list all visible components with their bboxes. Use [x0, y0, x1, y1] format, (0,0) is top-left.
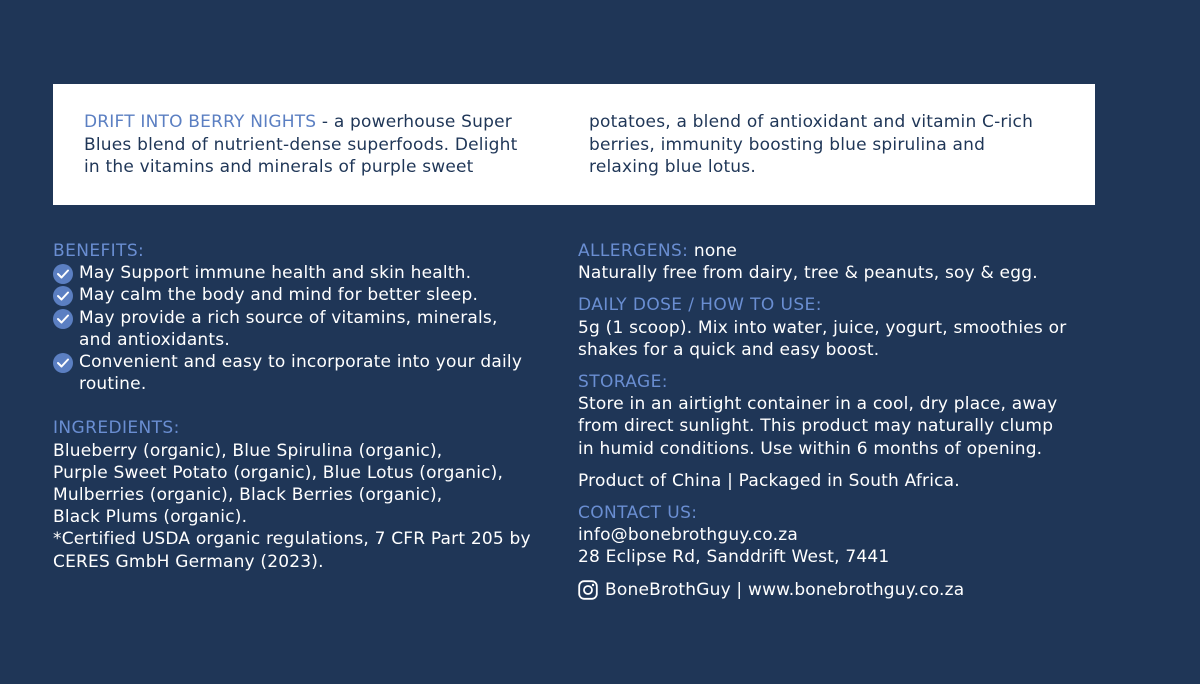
- intro-line: in the vitamins and minerals of purple sweet: [84, 157, 474, 177]
- daily-dose-text: shakes for a quick and easy boost.: [578, 339, 880, 360]
- origin-text: Product of China | Packaged in South Africa.: [578, 470, 960, 491]
- intro-text: - a powerhouse Super: [316, 112, 512, 132]
- checkmark-icon: [53, 286, 73, 306]
- checkmark-icon: [53, 264, 73, 284]
- benefit-item: [53, 351, 553, 395]
- benefit-item: [53, 284, 553, 306]
- intro-box: [53, 84, 1095, 205]
- intro-line: potatoes, a blend of antioxidant and vitamin C-rich: [589, 112, 1034, 132]
- benefit-text: May provide a rich source of vitamins, minerals,: [79, 307, 498, 328]
- allergens-line: [578, 240, 1098, 262]
- intro-tagline: DRIFT INTO BERRY NIGHTS: [84, 112, 317, 132]
- benefit-text: May calm the body and mind for better sleep.: [79, 285, 479, 306]
- intro-line: Blues blend of nutrient-dense superfoods. Delight: [84, 134, 518, 155]
- benefit-text: May Support immune health and skin health.: [79, 263, 472, 284]
- certification-line: CERES GmbH Germany (2023).: [53, 551, 324, 572]
- checkmark-icon: [53, 353, 73, 373]
- storage-heading: STORAGE:: [578, 372, 668, 393]
- certification-line: *Certified USDA organic regulations, 7 CFR Part 205 by: [53, 529, 531, 550]
- ingredients-line: Purple Sweet Potato (organic), Blue Lotus (organic),: [53, 462, 504, 483]
- intro-line: berries, immunity boosting blue spirulina and: [589, 134, 986, 155]
- benefit-text: and antioxidants.: [79, 329, 230, 350]
- social-line: [578, 579, 1098, 601]
- ingredients-text: [53, 440, 553, 573]
- daily-dose-heading: DAILY DOSE / HOW TO USE:: [578, 295, 822, 316]
- allergens-heading: ALLERGENS:: [578, 241, 689, 261]
- intro-left-column: [84, 111, 554, 179]
- ingredients-line: Mulberries (organic), Black Berries (organic),: [53, 485, 443, 506]
- left-column: [53, 240, 553, 573]
- instagram-icon: [578, 580, 598, 600]
- intro-line: relaxing blue lotus.: [589, 157, 756, 177]
- ingredients-heading: INGREDIENTS:: [53, 418, 180, 439]
- intro-line: [84, 111, 554, 134]
- benefits-list: [53, 262, 553, 395]
- contact-address: 28 Eclipse Rd, Sanddrift West, 7441: [578, 547, 890, 568]
- allergens-text: Naturally free from dairy, tree & peanuts, soy & egg.: [578, 263, 1038, 284]
- benefits-heading: BENEFITS:: [53, 241, 145, 261]
- daily-dose-text: 5g (1 scoop). Mix into water, juice, yogurt, smoothies or: [578, 317, 1067, 338]
- benefit-text: routine.: [79, 374, 147, 395]
- benefit-text: Convenient and easy to incorporate into your daily: [79, 352, 523, 373]
- social-text[interactable]: BoneBrothGuy | www.bonebrothguy.co.za: [605, 579, 965, 600]
- benefit-item: [53, 307, 553, 351]
- ingredients-line: Black Plums (organic).: [53, 507, 248, 528]
- storage-text: in humid conditions. Use within 6 months of opening.: [578, 438, 1043, 459]
- right-column: [578, 240, 1098, 601]
- storage-text: Store in an airtight container in a cool, dry place, away: [578, 394, 1058, 415]
- storage-text: from direct sunlight. This product may naturally clump: [578, 416, 1054, 437]
- benefit-item: [53, 262, 553, 284]
- checkmark-icon: [53, 309, 73, 329]
- intro-right-column: [589, 111, 1069, 179]
- contact-heading: CONTACT US:: [578, 503, 698, 524]
- ingredients-line: Blueberry (organic), Blue Spirulina (organic),: [53, 440, 443, 461]
- allergens-value: none: [688, 241, 738, 261]
- contact-email[interactable]: info@bonebrothguy.co.za: [578, 525, 798, 546]
